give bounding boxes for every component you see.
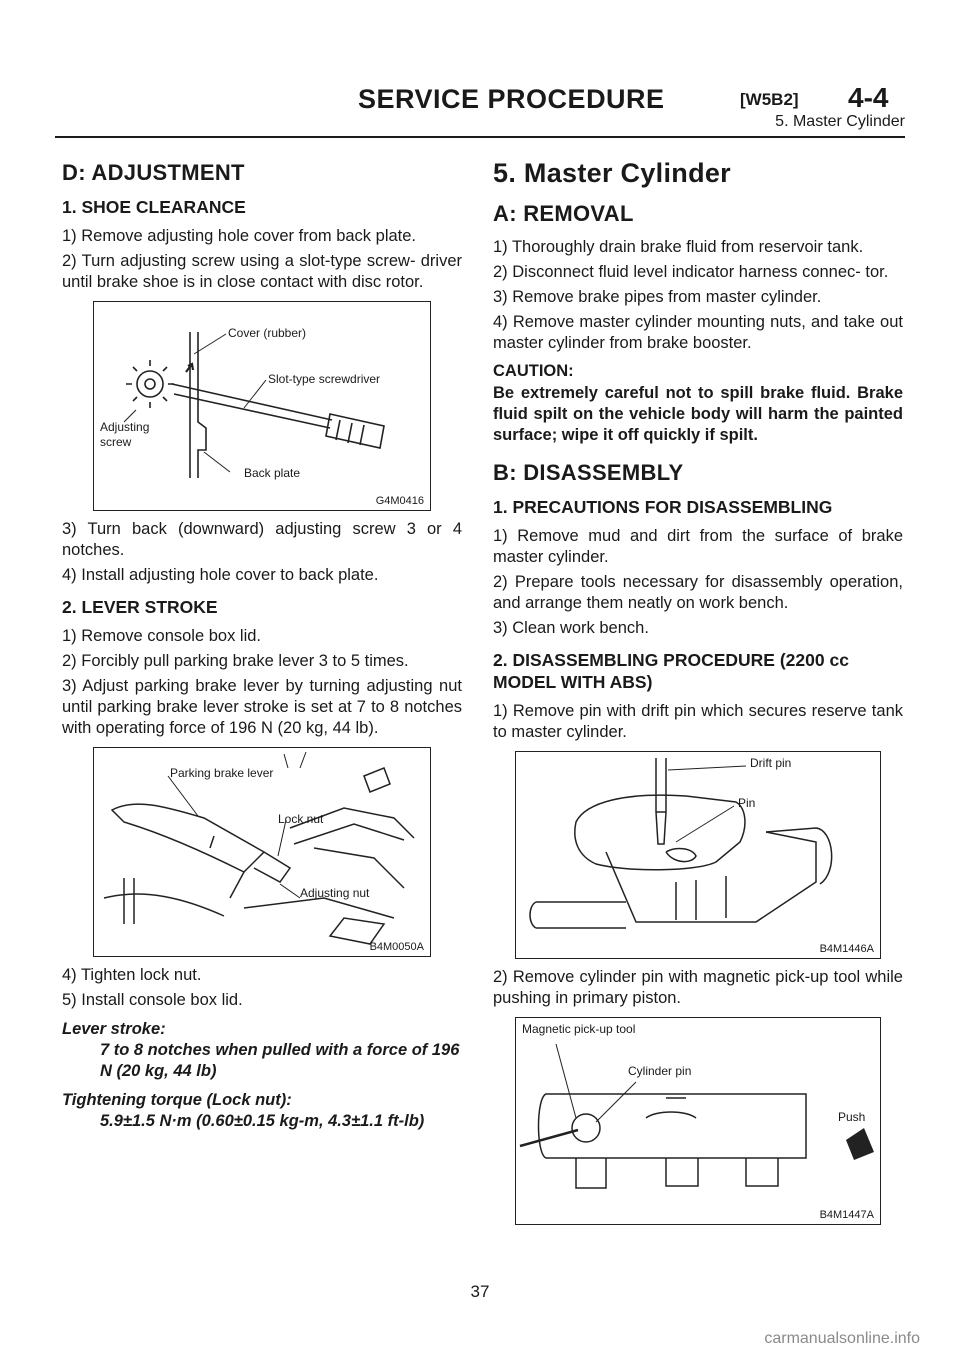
shoe-clearance-heading: 1. SHOE CLEARANCE bbox=[62, 197, 246, 217]
master-cylinder-heading: 5. Master Cylinder bbox=[493, 158, 731, 188]
step-text: 3) Adjust parking brake lever by turning adjusting nut until parking brake lever stroke is set at 7 to 8 notches with operating force of 196 N (20 kg, 44 lb). bbox=[62, 677, 462, 737]
left-column bbox=[62, 152, 462, 1136]
label-pin: Pin bbox=[738, 796, 756, 810]
step-text: 3) Turn back (downward) adjusting screw 3 or 4 notches. bbox=[62, 520, 462, 559]
step-text: 2) Turn adjusting screw using a slot-type screw- driver until brake shoe is in close contact with disc rotor. bbox=[62, 252, 462, 291]
disassembly-heading: B: DISASSEMBLY bbox=[493, 460, 684, 485]
figure-cylinder-pin bbox=[515, 1017, 881, 1225]
step-text: 1) Remove adjusting hole cover from back plate. bbox=[62, 227, 417, 245]
spec-lever-stroke-label: Lever stroke: bbox=[62, 1020, 166, 1038]
figure-code: B4M1447A bbox=[819, 1209, 874, 1221]
header-divider bbox=[55, 136, 905, 138]
spec-lever-stroke-value: 7 to 8 notches when pulled with a force of 196 N (20 kg, 44 lb) bbox=[100, 1041, 460, 1080]
lever-stroke-heading: 2. LEVER STROKE bbox=[62, 597, 218, 617]
step-text: 1) Remove mud and dirt from the surface of brake master cylinder. bbox=[493, 527, 903, 566]
figure-lever-stroke bbox=[93, 747, 431, 957]
step-text: 2) Remove cylinder pin with magnetic pick-up tool while pushing in primary piston. bbox=[493, 968, 903, 1007]
step-text: 2) Forcibly pull parking brake lever 3 to 5 times. bbox=[62, 652, 409, 670]
step-text: 2) Disconnect fluid level indicator harness connec- tor. bbox=[493, 263, 889, 281]
spec-torque-label: Tightening torque (Lock nut): bbox=[62, 1091, 292, 1109]
page-number: 37 bbox=[470, 1282, 490, 1301]
step-text: 5) Install console box lid. bbox=[62, 991, 243, 1009]
figure-shoe-clearance bbox=[93, 301, 431, 511]
right-column bbox=[493, 152, 903, 1233]
caution-heading: CAUTION: bbox=[493, 362, 574, 380]
step-text: 3) Remove brake pipes from master cylinder. bbox=[493, 288, 822, 306]
drift-pin-illustration bbox=[516, 752, 880, 958]
label-screw: screw bbox=[100, 435, 132, 449]
step-text: 2) Prepare tools necessary for disassembly operation, and arrange them neatly on work bench. bbox=[493, 573, 903, 612]
step-text: 4) Tighten lock nut. bbox=[62, 966, 202, 984]
adjustment-heading: D: ADJUSTMENT bbox=[62, 160, 245, 185]
step-text: 1) Thoroughly drain brake fluid from reservoir tank. bbox=[493, 238, 864, 256]
figure-code: B4M0050A bbox=[369, 941, 424, 953]
label-drift-pin: Drift pin bbox=[750, 756, 792, 770]
label-adjusting-nut: Adjusting nut bbox=[300, 886, 370, 900]
label-back-plate: Back plate bbox=[244, 466, 301, 480]
figure-drift-pin bbox=[515, 751, 881, 959]
label-adjusting: Adjusting bbox=[100, 420, 150, 434]
label-parking-brake-lever: Parking brake lever bbox=[170, 766, 274, 780]
figure-code: G4M0416 bbox=[375, 495, 424, 507]
header-section-number: 4-4 bbox=[848, 82, 889, 113]
label-cover: Cover (rubber) bbox=[228, 326, 307, 340]
figure-code: B4M1446A bbox=[819, 943, 874, 955]
step-text: 1) Remove pin with drift pin which secures reserve tank to master cylinder. bbox=[493, 702, 903, 741]
precautions-heading: 1. PRECAUTIONS FOR DISASSEMBLING bbox=[493, 497, 833, 517]
watermark-brand: carmanualsonline.info bbox=[764, 1330, 920, 1347]
removal-heading: A: REMOVAL bbox=[493, 201, 634, 226]
spec-torque-value: 5.9±1.5 N·m (0.60±0.15 kg-m, 4.3±1.1 ft-lb) bbox=[100, 1112, 425, 1130]
label-push: Push bbox=[838, 1110, 866, 1124]
header-code: [W5B2] bbox=[740, 90, 799, 109]
cylinder-pin-illustration bbox=[516, 1018, 880, 1224]
disassembling-procedure-heading: 2. DISASSEMBLING PROCEDURE (2200 cc MODEL WITH ABS) bbox=[493, 650, 849, 692]
caution-text: Be extremely careful not to spill brake fluid. Brake fluid spilt on the vehicle body will harm the painted surface; wipe it off quickly if spilt. bbox=[493, 384, 903, 444]
label-lock-nut: Lock nut bbox=[278, 812, 324, 826]
label-cylinder-pin: Cylinder pin bbox=[628, 1064, 692, 1078]
label-magnetic-pickup-tool: Magnetic pick-up tool bbox=[522, 1022, 636, 1036]
header-title: SERVICE PROCEDURE bbox=[358, 84, 665, 114]
label-screwdriver: Slot-type screwdriver bbox=[268, 372, 381, 386]
step-text: 4) Install adjusting hole cover to back plate. bbox=[62, 566, 379, 584]
step-text: 4) Remove master cylinder mounting nuts, and take out master cylinder from brake booster. bbox=[493, 313, 903, 352]
step-text: 1) Remove console box lid. bbox=[62, 627, 262, 645]
step-text: 3) Clean work bench. bbox=[493, 619, 649, 637]
header-subtitle: 5. Master Cylinder bbox=[775, 113, 905, 130]
